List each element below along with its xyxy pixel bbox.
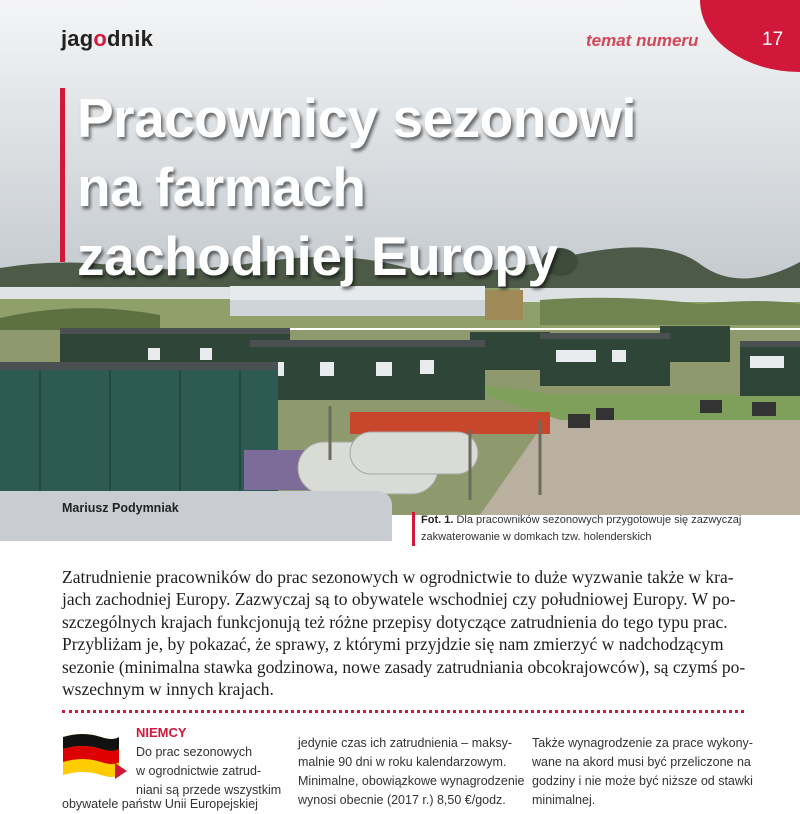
column-2-text	[298, 734, 525, 810]
column-line: Minimalne, obowiązkowe wynagrodzenie	[298, 774, 525, 788]
author-box	[0, 491, 392, 541]
column-line: niani są przede wszystkim	[136, 783, 282, 797]
photo-caption	[421, 512, 791, 546]
caption-label: Fot. 1.	[421, 514, 454, 526]
column-line: w ogrodnictwie zatrud-	[136, 764, 262, 778]
column-line: wane na akord musi być przeliczone na	[532, 755, 751, 769]
title-accent-bar	[60, 88, 65, 262]
column-line: minimalnej.	[532, 793, 596, 807]
column-line: godziny i nie może być niższe od stawki	[532, 774, 753, 788]
column-line: wynosi obecnie (2017 r.) 8,50 €/godz.	[298, 793, 506, 807]
lead-line: wszechnym w innych krajach.	[62, 679, 274, 700]
caption-text: Dla pracowników sezonowych przygotowuje się zazwyczaj zakwaterowanie w domkach tzw. holenderskich	[421, 514, 742, 543]
section-label: temat numeru	[586, 31, 699, 50]
lead-line: Zatrudnienie pracowników do prac sezonowych w ogrodnictwie to duże wyzwanie także w kra-	[62, 567, 734, 587]
lead-line: szczególnych krajach funkcjonują też różne przepisy dotyczące zatrudnienia do tego typu prac.	[62, 611, 728, 632]
article-title	[77, 84, 677, 291]
page-number: 17	[762, 29, 784, 50]
author-name: Mariusz Podymniak	[62, 501, 179, 515]
title-line: na farmach	[77, 156, 366, 218]
dotted-divider	[62, 710, 744, 713]
column-line: Do prac sezonowych	[136, 745, 253, 759]
lead-line: sezonie (minimalna stawka godzinowa, nowe zasady zatrudniania obcokrajowców), są czymś po-	[62, 656, 746, 677]
column-line: jedynie czas ich zatrudnienia – maksy-	[298, 736, 512, 750]
lead-paragraph	[62, 566, 744, 700]
magazine-logo[interactable]: jagodnik	[61, 26, 154, 51]
column-1-text-continued	[62, 795, 258, 814]
section-heading-germany: NIEMCY	[136, 725, 187, 740]
column-line: malnie 90 dni w roku kalendarzowym.	[298, 755, 507, 769]
germany-flag-icon	[61, 731, 127, 785]
lead-line: jach zachodniej Europy. Zazwyczaj są to obywatele wschodniej czy południowej Europy. W po-	[62, 589, 736, 610]
title-line: zachodniej Europy	[77, 225, 558, 287]
lead-line: Przybliżam je, by pokazać, że sprawy, z którymi przyjdzie się nam zmierzyć w nadchodzącym	[62, 634, 724, 655]
column-1-text	[136, 743, 281, 800]
column-line: Także wynagrodzenie za prace wykony-	[532, 736, 753, 750]
column-3-text	[532, 734, 753, 810]
title-line: Pracownicy sezonowi	[77, 87, 637, 149]
column-line: obywatele państw Unii Europejskiej	[62, 797, 258, 811]
caption-accent-bar	[412, 512, 415, 546]
